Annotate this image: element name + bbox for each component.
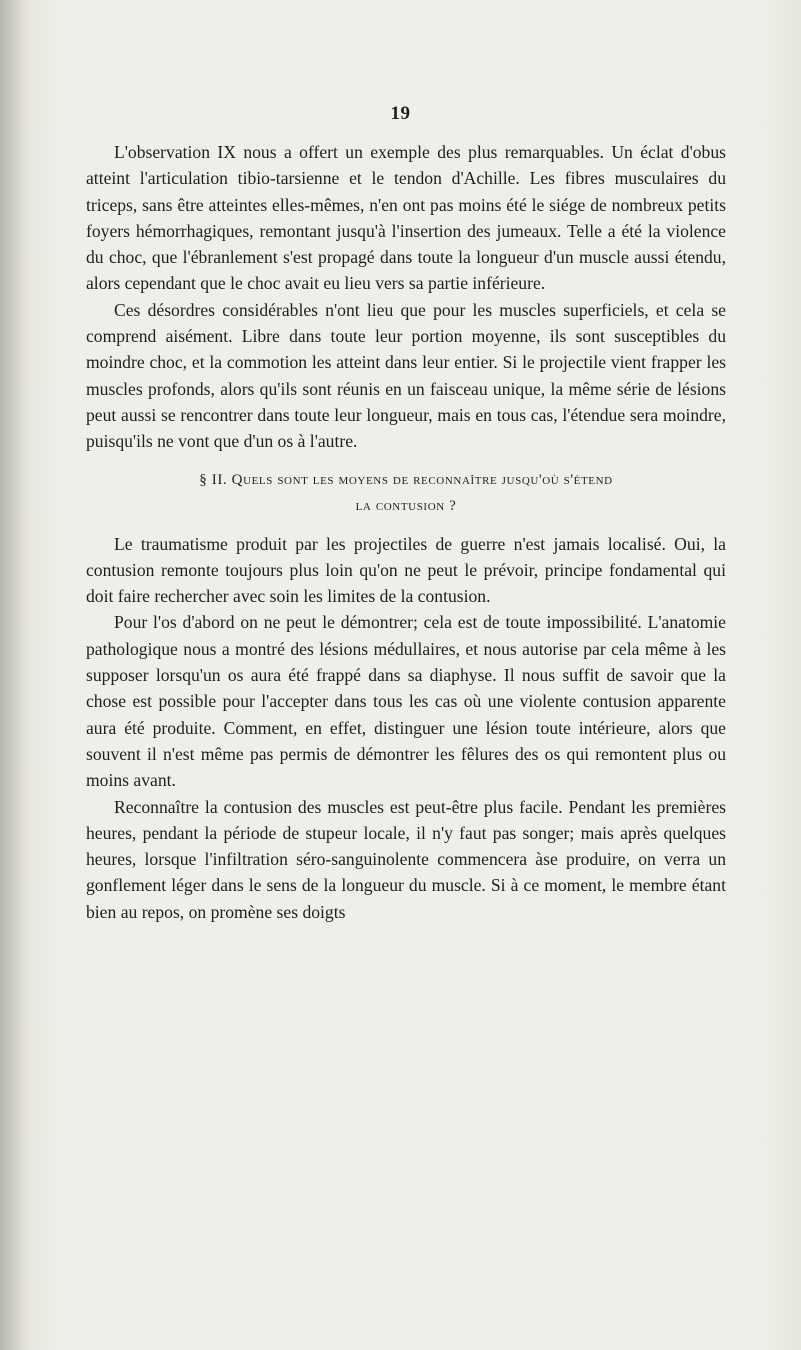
paragraph-bone: Pour l'os d'abord on ne peut le démontrer; cela est de toute impossibilité. L'anatomie pathologique nous a montré des lésions médullaires, et nous autorise par cela même à les supposer lorsqu'un os aura été frappé dans sa diaphyse. Il nous suffit de savoir que la chose est possible pour l'accepter dans tous les cas où une violente contusion apparente aura été produite. Comment, en effet, distinguer une lésion toute intérieure, alors que souvent il n'est même pas permis de démontrer les fêlures des os qui remontent plus ou moins avant. bbox=[86, 612, 726, 791]
section-title-line-1: Quels sont les moyens de reconnaître jusqu'où s'étend bbox=[231, 471, 613, 488]
body-text bbox=[86, 139, 726, 925]
binding-shadow bbox=[0, 0, 30, 1350]
page-number: 19 bbox=[390, 103, 411, 124]
paragraph-muscle-contusion: Reconnaître la contusion des muscles est peut-être plus facile. Pendant les premières heures, pendant la période de stupeur locale, il n'y faut pas songer; mais après quelques heures, lorsque l'infiltration séro-sanguinolente commencera àse produire, on verra un gonflement léger dans le sens de la longueur du muscle. Si à ce moment, le membre étant bien au repos, on promène ses doigts bbox=[86, 796, 726, 922]
section-heading-line-1 bbox=[86, 467, 726, 493]
section-title-line-2: la contusion ? bbox=[355, 497, 457, 514]
paragraph-superficial-muscles: Ces désordres considérables n'ont lieu que pour les muscles superficiels, et cela se comprend aisément. Libre dans toute leur portion moyenne, ils sont susceptibles du moindre choc, et la commotion les atteint dans leur entier. Si le projectile vient frapper les muscles profonds, alors qu'ils sont réunis en un faisceau unique, la même série de lésions peut aussi se rencontrer dans toute leur longueur, mais en tous cas, l'étendue sera moindre, puisqu'ils ne vont que d'un os à l'autre. bbox=[86, 299, 726, 452]
section-heading bbox=[86, 467, 726, 519]
paragraph-observation-ix: L'observation IX nous a offert un exemple des plus remarquables. Un éclat d'obus atteint l'articulation tibio-tarsienne et le tendon d'Achille. Les fibres musculaires du triceps, sans être atteintes elles-mêmes, n'en ont pas moins été le siége de nombreux petits foyers hémorrhagiques, remontant jusqu'à l'insertion des jumeaux. Telle a été la violence du choc, que l'ébranlement s'est propagé dans toute la longueur d'un muscle aussi étendu, alors cependant que le choc avait eu lieu vers sa partie inférieure. bbox=[86, 142, 726, 294]
paragraph-traumatism: Le traumatisme produit par les projectiles de guerre n'est jamais localisé. Oui, la contusion remonte toujours plus loin qu'on ne peut le prévoir, principe fondamental qui doit faire rechercher avec soin les limites de la contusion. bbox=[86, 533, 726, 607]
section-number: § II. bbox=[199, 471, 228, 488]
